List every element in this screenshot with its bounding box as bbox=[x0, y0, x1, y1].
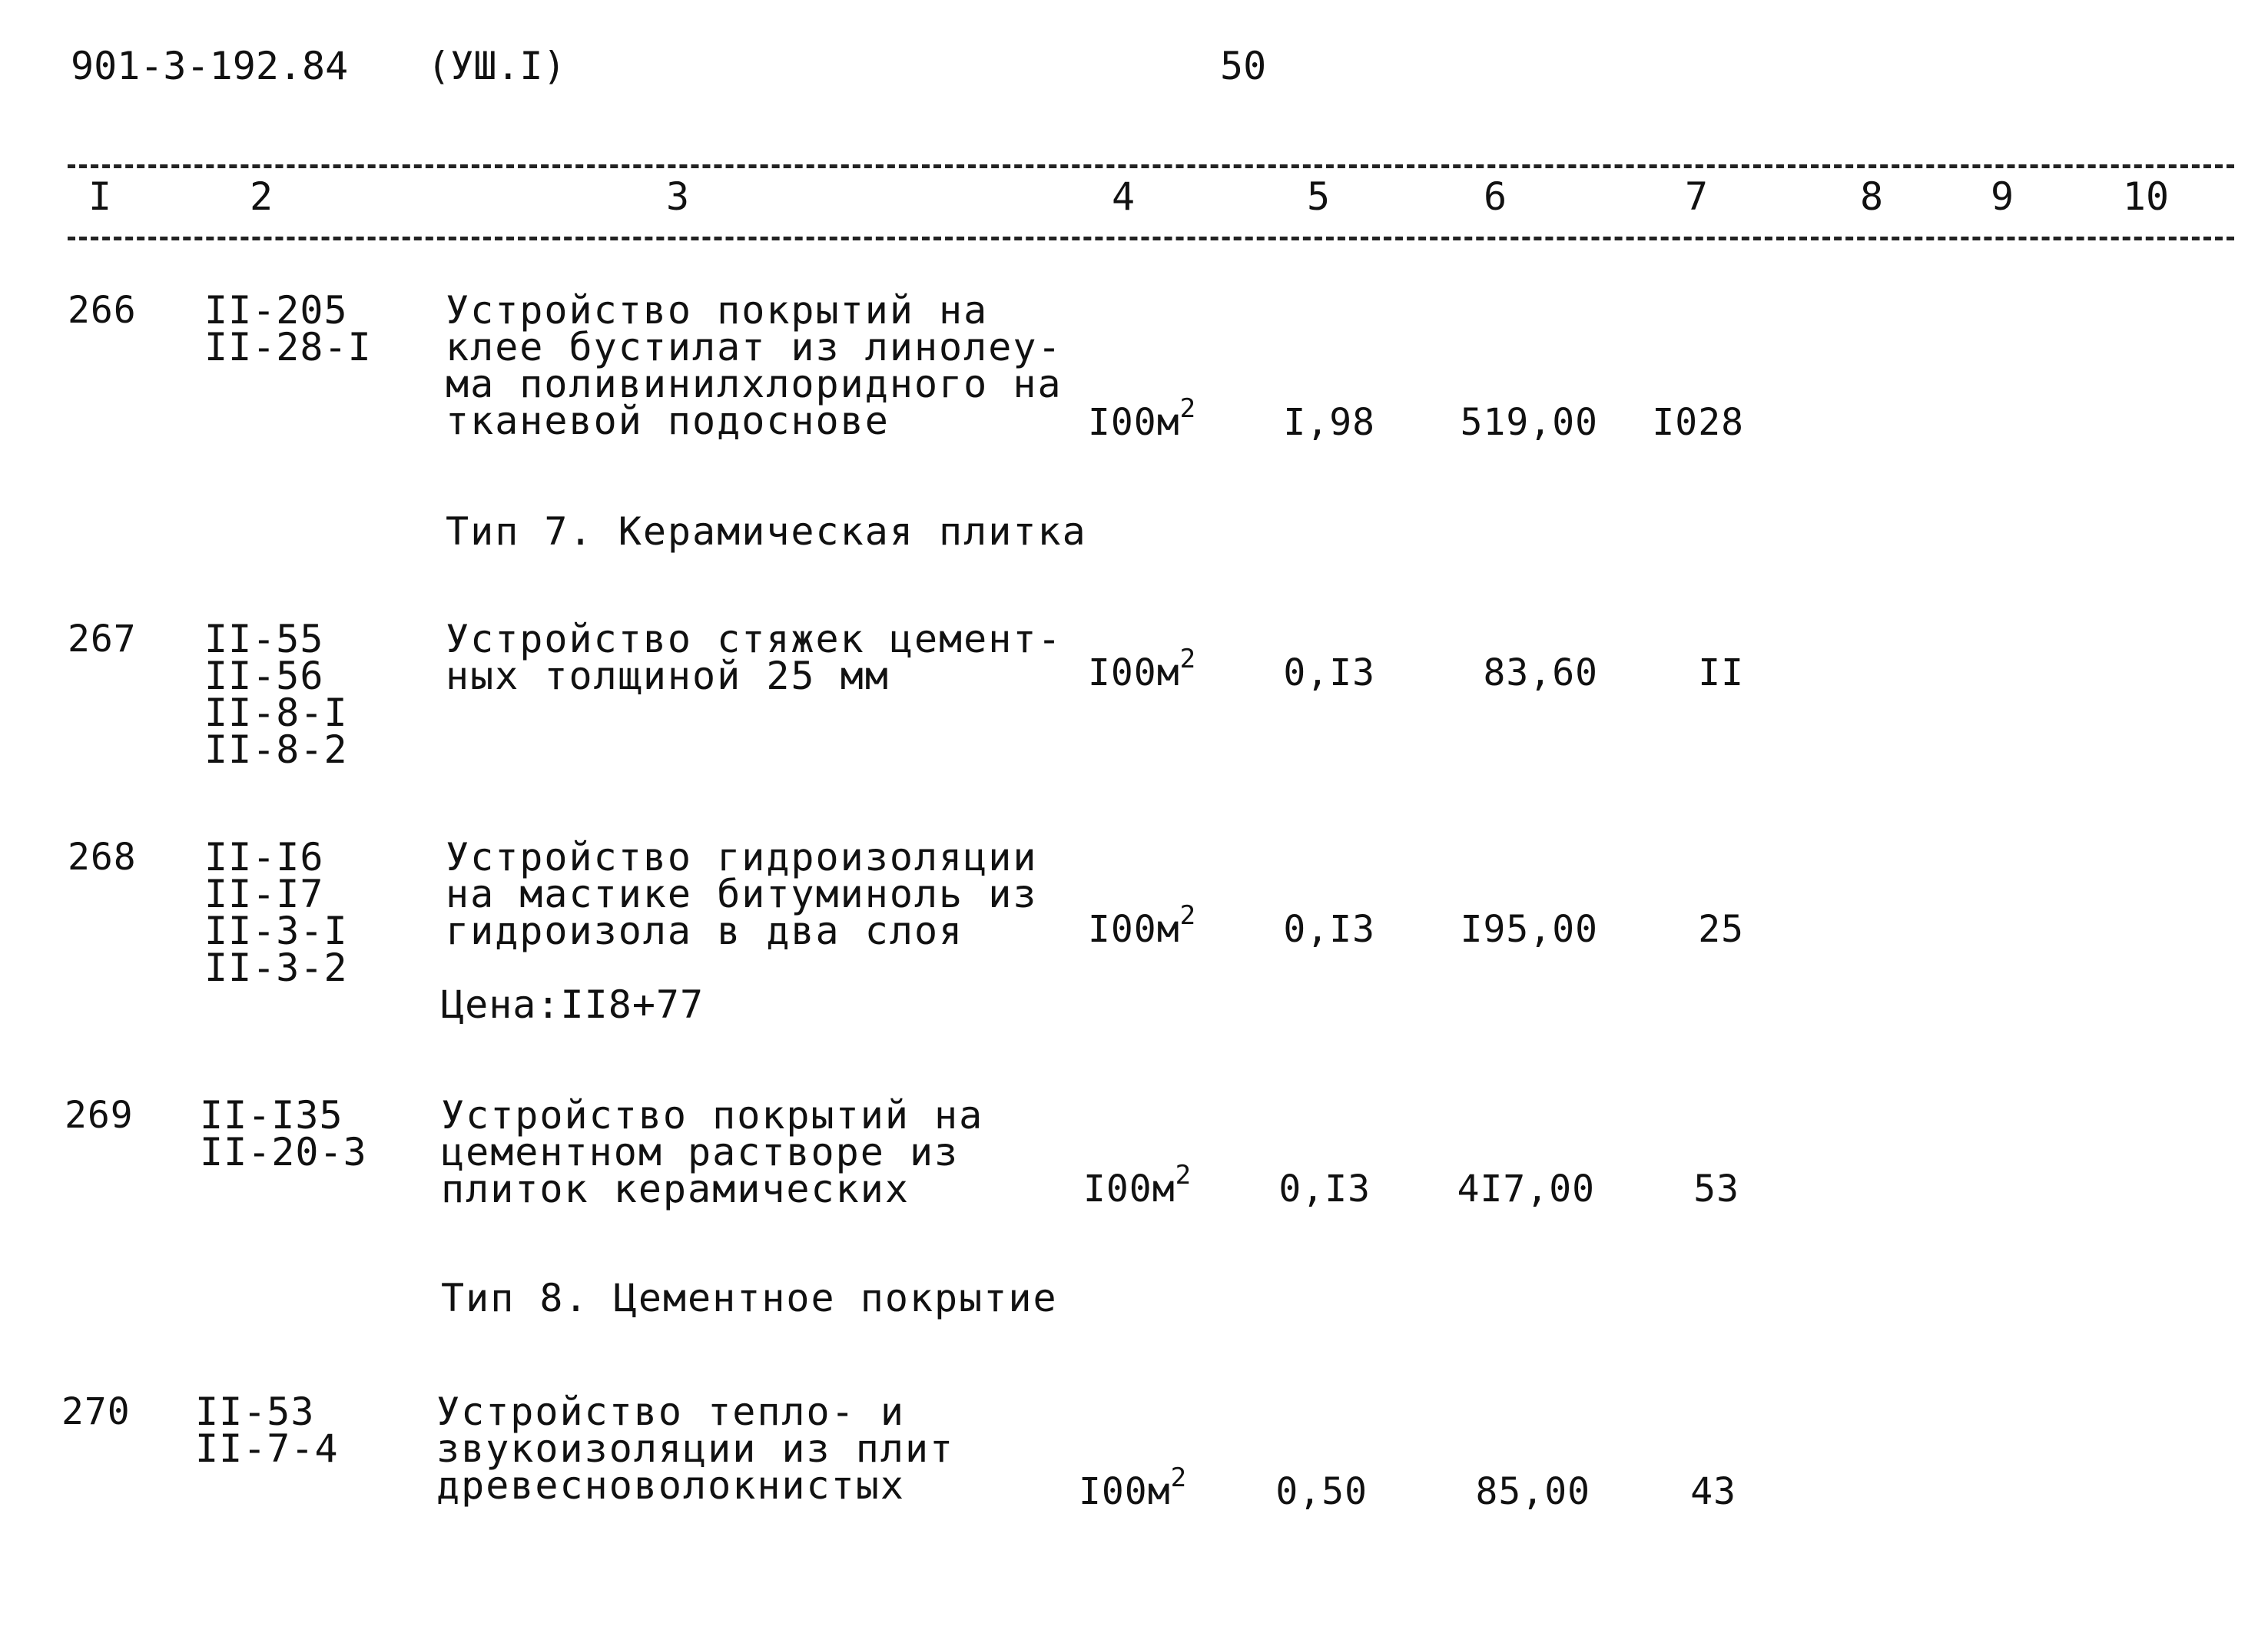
section-title: Тип 7. Керамическая плитка bbox=[446, 509, 1087, 554]
column-header-1: I bbox=[88, 174, 112, 219]
row-description: Устройство покрытий на цементном растворе из плиток керамических bbox=[441, 1093, 984, 1211]
row-description: Устройство гидроизоляции на мастике битуминоль из гидроизола в два слоя bbox=[446, 835, 1038, 953]
unit-exponent: 2 bbox=[1175, 1160, 1192, 1191]
header-top-rule bbox=[68, 164, 2234, 168]
row-unit-price: 85,00 bbox=[1475, 1470, 1590, 1513]
doc-code: 901-3-192.84 bbox=[71, 44, 349, 88]
column-header-2: 2 bbox=[249, 174, 274, 219]
unit-text: I00м bbox=[1079, 1470, 1171, 1513]
row-unit bbox=[1083, 1160, 1192, 1211]
unit-exponent: 2 bbox=[1179, 900, 1197, 931]
row-number: 266 bbox=[68, 289, 137, 332]
row-codes: II-I6 II-I7 II-3-I II-3-2 bbox=[204, 835, 348, 990]
row-total: 25 bbox=[1698, 908, 1744, 951]
row-total: 53 bbox=[1693, 1168, 1739, 1211]
row-quantity: 0,I3 bbox=[1283, 651, 1375, 694]
row-total: 43 bbox=[1690, 1470, 1736, 1513]
row-unit bbox=[1088, 644, 1197, 694]
row-unit-price: 83,60 bbox=[1483, 651, 1598, 694]
volume-label: (УШ.I) bbox=[427, 44, 566, 88]
column-header-5: 5 bbox=[1306, 174, 1331, 219]
row-price-note: Цена:II8+77 bbox=[441, 982, 705, 1027]
row-total: II bbox=[1698, 651, 1744, 694]
row-total: I028 bbox=[1652, 401, 1744, 444]
unit-exponent: 2 bbox=[1179, 393, 1197, 424]
row-number: 268 bbox=[68, 836, 137, 879]
column-header-3: 3 bbox=[665, 174, 690, 219]
unit-exponent: 2 bbox=[1179, 644, 1197, 674]
unit-text: I00м bbox=[1088, 908, 1180, 951]
row-description: Устройство покрытий на клее бустилат из линолеу- ма поливинилхлоридного на тканевой подоснове bbox=[446, 288, 1063, 443]
row-unit bbox=[1088, 900, 1197, 951]
unit-exponent: 2 bbox=[1170, 1462, 1188, 1493]
row-codes: II-55 II-56 II-8-I II-8-2 bbox=[204, 617, 348, 772]
page-number: 50 bbox=[1220, 44, 1267, 88]
row-quantity: 0,50 bbox=[1275, 1470, 1368, 1513]
row-unit-price: 4I7,00 bbox=[1457, 1168, 1595, 1211]
row-number: 269 bbox=[65, 1094, 134, 1137]
row-unit bbox=[1079, 1462, 1188, 1513]
row-codes: II-53 II-7-4 bbox=[195, 1390, 339, 1471]
header-bottom-rule bbox=[68, 237, 2234, 240]
column-header-4: 4 bbox=[1111, 174, 1136, 219]
row-description: Устройство стяжек цемент- ных толщиной 25 мм bbox=[446, 617, 1063, 698]
column-header-6: 6 bbox=[1483, 174, 1507, 219]
column-header-8: 8 bbox=[1859, 174, 1884, 219]
row-quantity: 0,I3 bbox=[1283, 908, 1375, 951]
unit-text: I00м bbox=[1088, 651, 1180, 694]
row-number: 270 bbox=[61, 1390, 131, 1433]
unit-text: I00м bbox=[1083, 1168, 1175, 1211]
row-quantity: 0,I3 bbox=[1278, 1168, 1371, 1211]
section-title: Тип 8. Цементное покрытие bbox=[441, 1276, 1058, 1320]
row-codes: II-205 II-28-I bbox=[204, 288, 372, 369]
column-header-9: 9 bbox=[1990, 174, 2014, 219]
unit-text: I00м bbox=[1088, 401, 1180, 444]
row-number: 267 bbox=[68, 618, 137, 661]
row-unit-price: 519,00 bbox=[1460, 401, 1598, 444]
column-header-7: 7 bbox=[1684, 174, 1709, 219]
row-quantity: I,98 bbox=[1283, 401, 1375, 444]
row-description: Устройство тепло- и звукоизоляции из плит древесноволокнистых bbox=[436, 1390, 955, 1508]
row-unit-price: I95,00 bbox=[1460, 908, 1598, 951]
row-codes: II-I35 II-20-3 bbox=[200, 1093, 367, 1174]
column-header-10: 10 bbox=[2122, 174, 2170, 219]
row-unit bbox=[1088, 393, 1197, 444]
